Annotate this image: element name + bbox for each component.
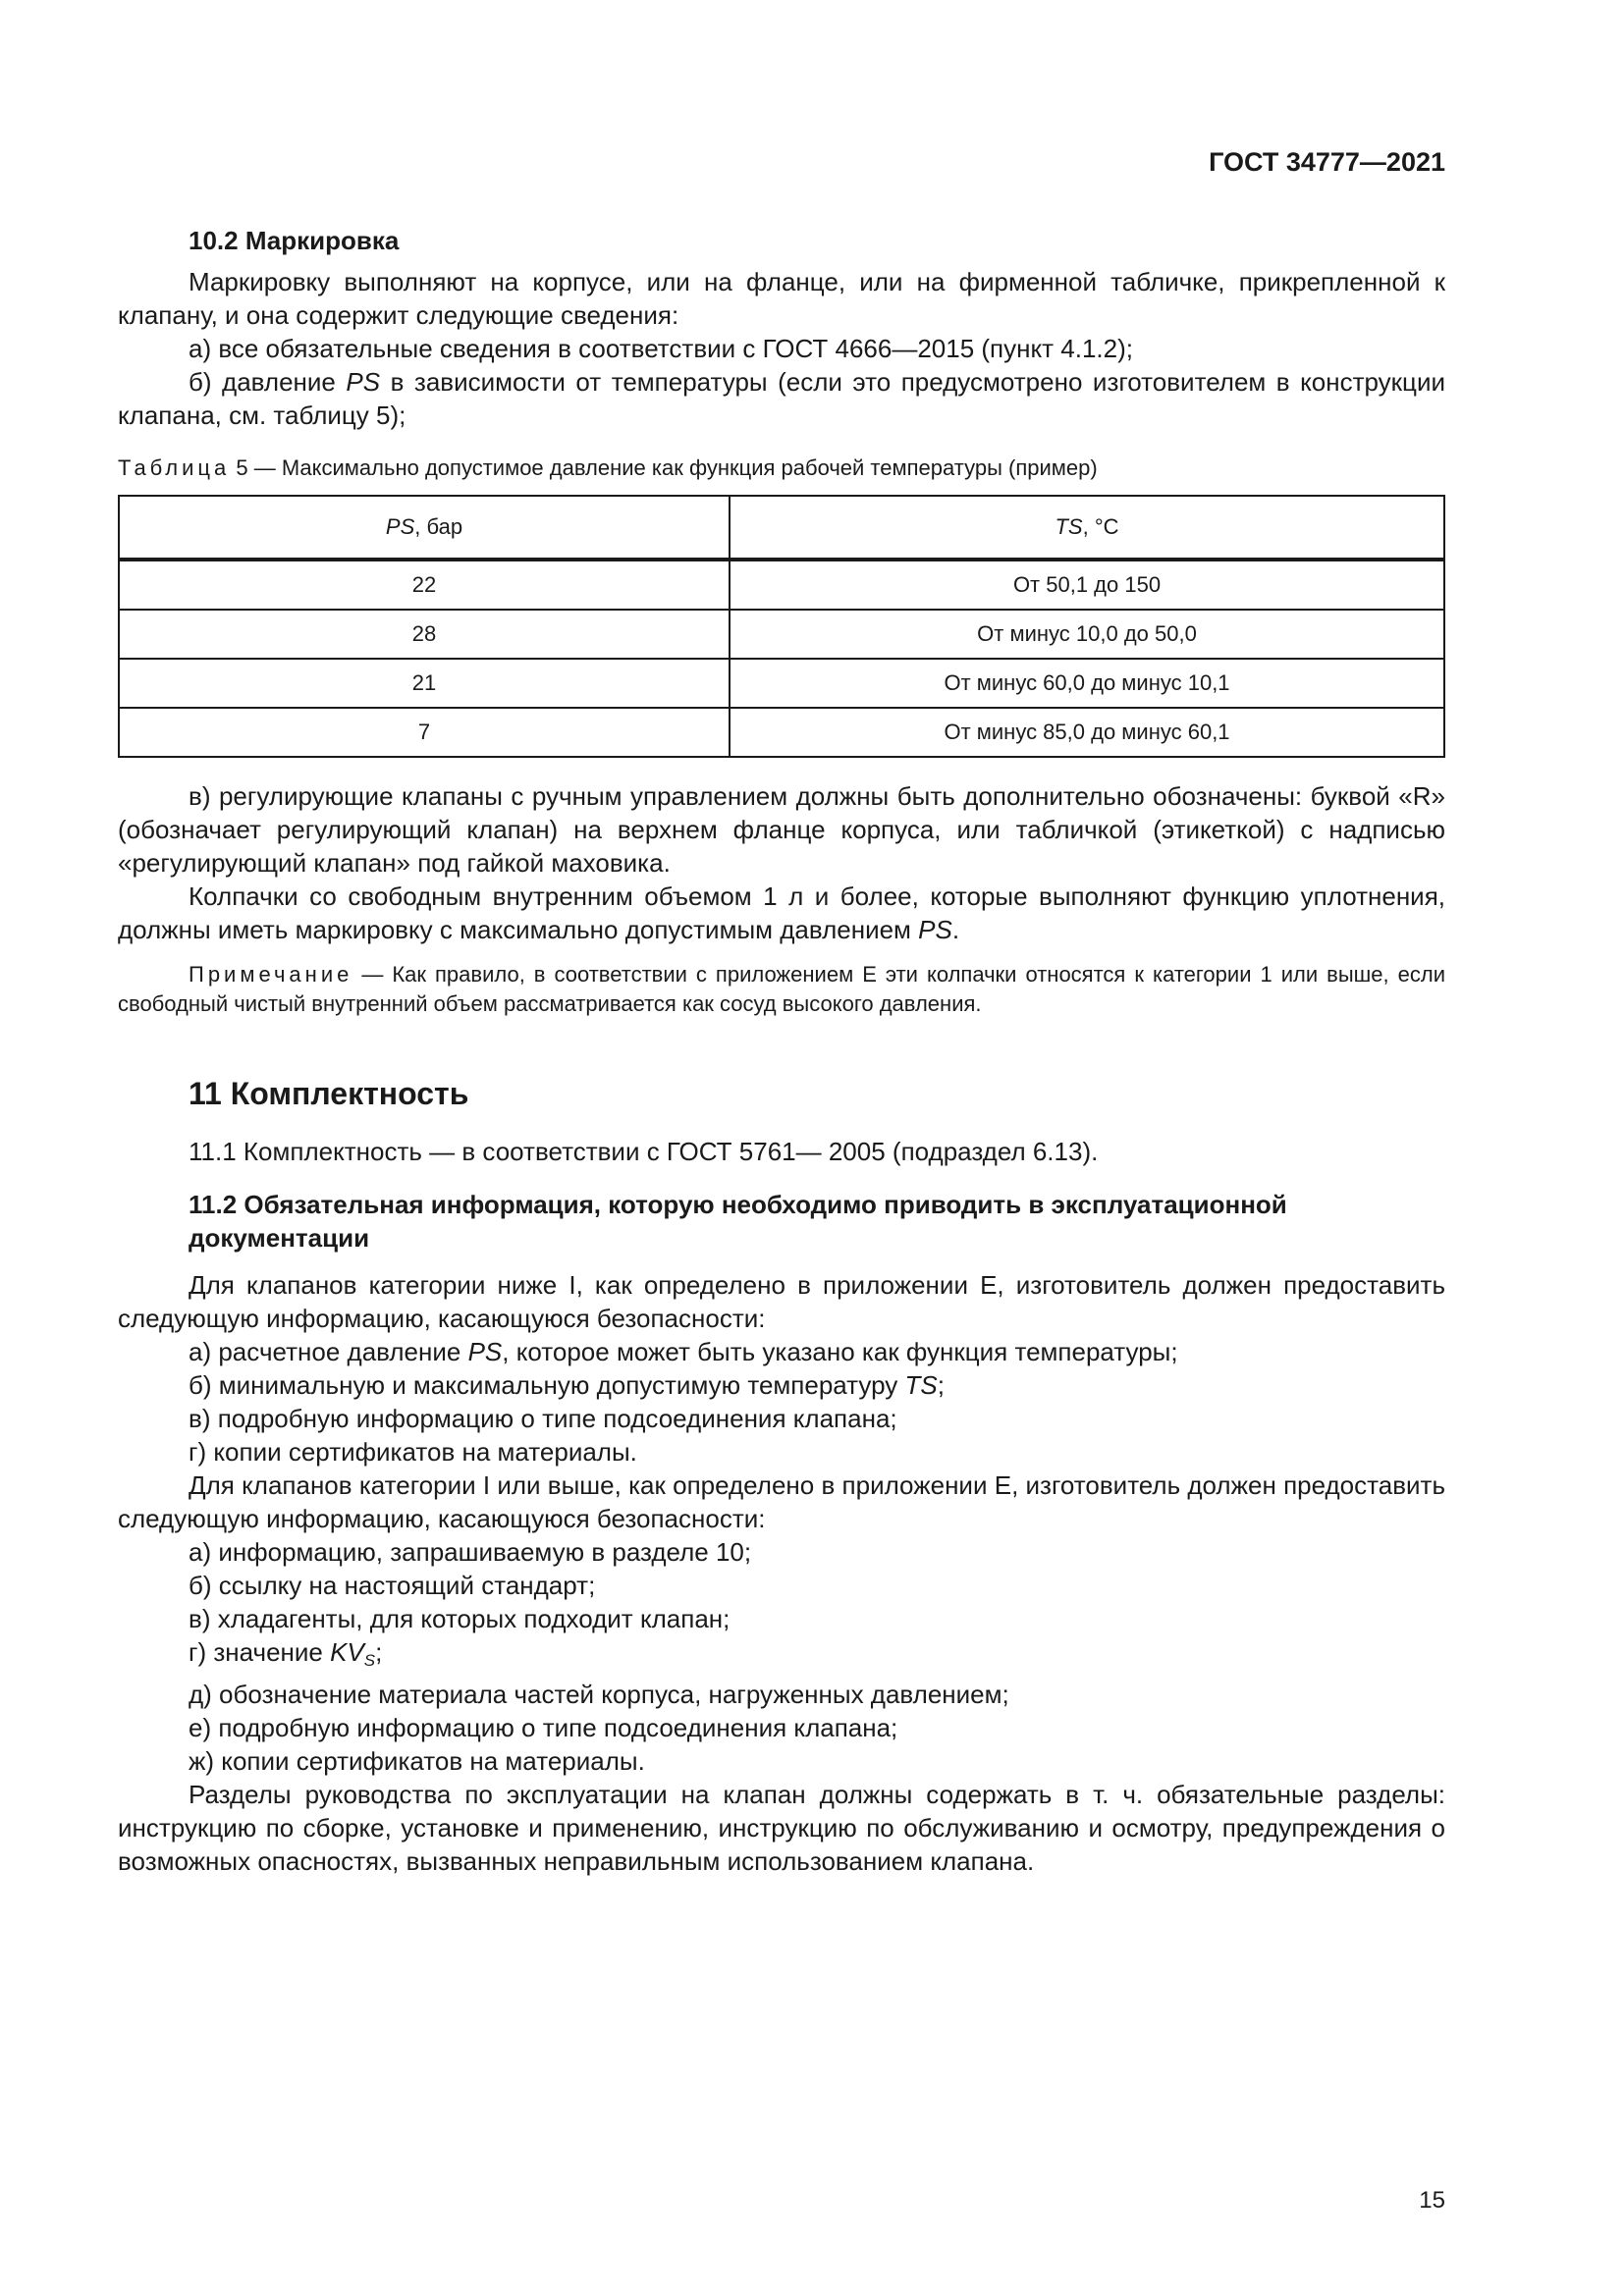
list-item [118,1335,1445,1368]
ts-symbol: TS [904,1370,938,1400]
table-5 [118,495,1445,758]
list-item: б) ссылку на настоящий стандарт; [189,1571,596,1600]
list-item [118,1368,1445,1402]
item-post: ; [375,1637,383,1667]
caps-post: . [951,915,960,944]
table-row [119,659,1444,708]
note [118,960,1445,1019]
cell-ts: От 50,1 до 150 [730,560,1444,610]
item-pre: г) значение [189,1637,331,1667]
table-caption-label: Таблица [118,455,231,480]
item-post: , которое может быть указано как функция температуры; [502,1337,1178,1366]
kv-symbol: KV [330,1637,364,1667]
column-header-ts [730,496,1444,560]
list-item: а) информацию, запрашиваемую в разделе 10; [189,1537,752,1567]
list-item: д) обозначение материала частей корпуса, нагруженных давлением; [189,1680,1009,1709]
table-header-row [119,496,1444,560]
page-body [118,224,1445,1878]
list-item-b [118,365,1445,432]
category-below-intro: Для клапанов категории ниже I, как определено в приложении Е, изготовитель должен предоставить следующую информацию, касающуюся безопасности: [118,1270,1445,1333]
kv-subscript: S [363,1651,376,1670]
list-item: ж) копии сертификатов на материалы. [189,1746,645,1776]
page-number: 15 [1419,2187,1445,2214]
note-label: Примечание [189,962,353,987]
list-item-b-pre: б) давление [189,367,347,397]
cell-ts: От минус 60,0 до минус 10,1 [730,659,1444,708]
caps-pre: Колпачки со свободным внутренним объемом 1 л и более, которые выполняют функцию уплотнения, должны иметь маркировку с максимально допустимым давлением [118,881,1445,944]
item-post: ; [937,1370,945,1400]
cell-ts: От минус 85,0 до минус 60,1 [730,708,1444,757]
ps-symbol: PS [918,915,952,944]
table-row [119,560,1444,610]
table-row [119,708,1444,757]
section-11-heading: 11 Комплектность [189,1076,469,1111]
cell-ts: От минус 10,0 до 50,0 [730,610,1444,659]
ts-unit: , °C [1082,514,1119,539]
section-10-2-intro: Маркировку выполняют на корпусе, или на фланце, или на фирменной табличке, прикрепленной к клапану, и она содержит следующие сведения: [118,267,1445,330]
list-item: г) копии сертификатов на материалы. [189,1437,637,1467]
ts-symbol: TS [1055,514,1083,539]
ps-symbol: PS [385,514,415,539]
cell-ps: 22 [119,560,730,610]
list-item: в) хладагенты, для которых подходит клапан; [189,1604,731,1633]
caps-paragraph [118,880,1445,946]
cell-ps: 21 [119,659,730,708]
note-text: — Как правило, в соответствии с приложением Е эти колпачки относятся к категории 1 или выше, если свободный чистый внутренний объем рассматривается как сосуд высокого давления. [118,962,1445,1016]
list-item: е) подробную информацию о типе подсоединения клапана; [189,1713,898,1742]
column-header-ps [119,496,730,560]
paragraph-11-1: 11.1 Комплектность — в соответствии с ГОСТ 5761— 2005 (подраздел 6.13). [189,1137,1099,1166]
table-caption-text: 5 — Максимально допустимое давление как функция рабочей температуры (пример) [230,455,1098,480]
table-row [119,610,1444,659]
ps-symbol: PS [346,367,381,397]
cell-ps: 7 [119,708,730,757]
list-item [118,1635,1445,1678]
cell-ps: 28 [119,610,730,659]
item-pre: б) минимальную и максимальную допустимую температуру [189,1370,905,1400]
section-11-2-heading: 11.2 Обязательная информация, которую необходимо приводить в эксплуатационной документации [189,1190,1287,1253]
category-above-intro: Для клапанов категории I или выше, как определено в приложении Е, изготовитель должен предоставить следующую информацию, касающуюся безопасности: [118,1470,1445,1533]
item-pre: а) расчетное давление [189,1337,468,1366]
ps-unit: , бар [414,514,463,539]
ps-symbol: PS [467,1337,503,1366]
section-10-2-heading: 10.2 Маркировка [189,226,400,255]
document-number: ГОСТ 34777—2021 [1209,147,1445,177]
table-5-caption [118,454,1445,483]
list-item-a: а) все обязательные сведения в соответствии с ГОСТ 4666—2015 (пункт 4.1.2); [189,334,1133,363]
manual-sections-paragraph: Разделы руководства по эксплуатации на клапан должны содержать в т. ч. обязательные разделы: инструкцию по сборке, установке и применению, инструкцию по обслуживанию и осмотру, предупреждения о возможных опасностях, вызванных неправильным использованием клапана. [118,1780,1445,1876]
list-item: в) подробную информацию о типе подсоединения клапана; [189,1404,897,1433]
list-item-b-post: в зависимости от температуры (если это предусмотрено изготовителем в конструкции клапана, см. таблицу 5); [118,367,1445,430]
list-item-v: в) регулирующие клапаны с ручным управлением должны быть дополнительно обозначены: буквой «R» (обозначает регулирующий клапан) на верхнем фланце корпуса, или табличкой (этикеткой) с надписью «регулирующий клапан» под гайкой маховика. [118,781,1445,878]
